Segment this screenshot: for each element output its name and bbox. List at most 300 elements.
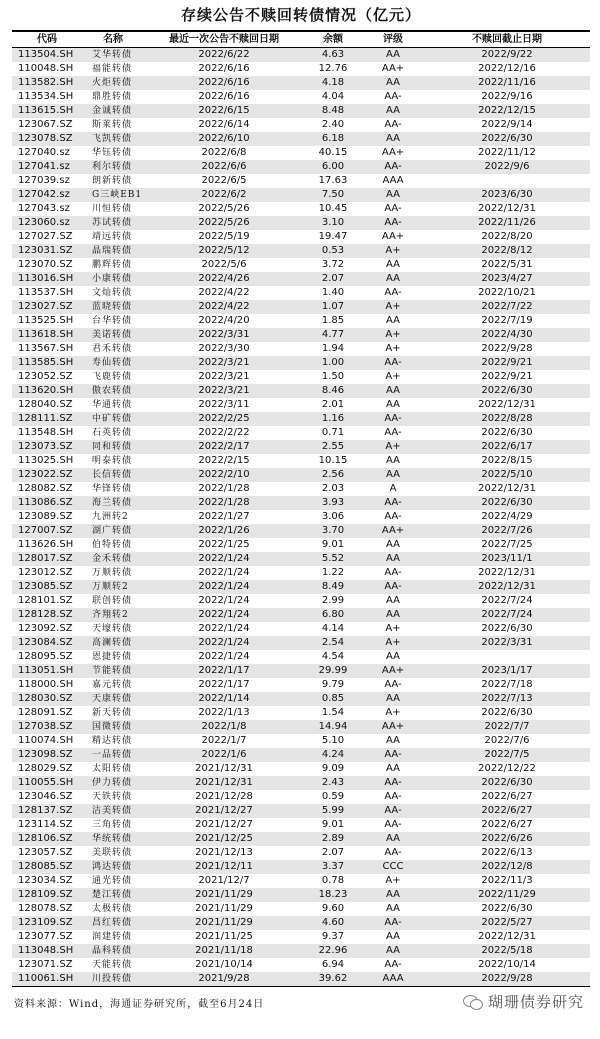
cell-code: 127043.sz (18, 203, 70, 214)
cell-rating: AA (386, 399, 400, 410)
cell-code: 113567.SH (18, 343, 74, 354)
cell-announce-date: 2022/1/28 (198, 483, 250, 494)
cell-code: 113086.SZ (12, 496, 82, 510)
cell-name: 金诚转债 (82, 104, 144, 118)
cell-rating: A+ (362, 440, 424, 454)
cell-code: 128095.SZ (18, 651, 73, 662)
cell-end-date: 2022/11/26 (424, 216, 590, 230)
cell-name: 高澜转债 (82, 636, 144, 650)
cell-name: 飞鹿转债 (92, 372, 133, 382)
cell-balance: 2.99 (321, 595, 345, 606)
cell-balance: 1.07 (304, 300, 362, 314)
cell-balance: 8.46 (304, 384, 362, 398)
cell-announce-date: 2021/11/29 (144, 888, 304, 902)
cell-end-date: 2022/12/31 (478, 483, 536, 494)
table-row (12, 244, 590, 258)
cell-name: 昌红转债 (82, 916, 144, 930)
table-row (12, 916, 590, 930)
cell-rating: AA- (384, 847, 402, 858)
cell-announce-date: 2022/1/24 (144, 552, 304, 566)
table-row (12, 118, 590, 132)
table-row (12, 62, 590, 76)
cell-rating: AA- (384, 287, 402, 298)
cell-rating: A+ (362, 328, 424, 342)
cell-name: 天能转债 (92, 960, 133, 970)
cell-end-date: 2022/7/7 (424, 720, 590, 734)
cell-code: 128106.SZ (12, 832, 82, 846)
cell-end-date: 2022/12/31 (478, 399, 536, 410)
cell-code: 127038.SZ (12, 720, 82, 734)
cell-rating: AA (362, 272, 424, 286)
cell-end-date: 2022/6/27 (424, 804, 590, 818)
cell-end-date: 2022/5/18 (424, 944, 590, 958)
cell-end-date: 2022/5/10 (424, 468, 590, 482)
cell-rating: AA (362, 48, 424, 63)
cell-end-date: 2022/7/19 (481, 315, 533, 326)
cell-name: 华锋转债 (92, 484, 133, 494)
cell-name: 恩捷转债 (92, 652, 133, 662)
cell-end-date: 2022/9/6 (424, 160, 590, 174)
table-row (12, 524, 590, 538)
cell-balance: 4.60 (304, 916, 362, 930)
cell-name: 联创转债 (92, 596, 133, 606)
cell-announce-date: 2022/1/27 (198, 511, 250, 522)
cell-rating: AA (386, 315, 400, 326)
cell-balance: 4.63 (304, 48, 362, 63)
cell-name: 精达转债 (92, 736, 133, 746)
cell-rating: AA (362, 608, 424, 622)
table-row (12, 286, 590, 300)
cell-announce-date: 2022/1/17 (144, 664, 304, 678)
cell-code: 123092.SZ (18, 623, 73, 634)
cell-announce-date: 2022/6/15 (144, 104, 304, 118)
cell-rating: AA- (362, 496, 424, 510)
cell-balance: 9.01 (321, 539, 345, 550)
table-row (12, 188, 590, 202)
cell-balance: 2.01 (321, 399, 345, 410)
cell-balance: 3.70 (304, 524, 362, 538)
cell-announce-date: 2022/3/31 (144, 328, 304, 342)
cell-code: 128082.SZ (18, 483, 73, 494)
cell-announce-date: 2022/2/17 (144, 440, 304, 454)
table-row (12, 412, 590, 426)
table-row (12, 762, 590, 776)
cell-announce-date: 2022/5/26 (144, 216, 304, 230)
table-row (12, 384, 590, 398)
cell-announce-date: 2021/11/29 (195, 903, 253, 914)
cell-code: 123012.SZ (18, 567, 73, 578)
cell-rating: A+ (385, 707, 401, 718)
cell-name: 鸿达转债 (82, 860, 144, 874)
cell-balance: 8.49 (304, 580, 362, 594)
cell-end-date: 2022/8/20 (481, 231, 533, 242)
col-header-balance: 余额 (304, 32, 362, 48)
cell-announce-date: 2022/5/19 (198, 231, 250, 242)
table-row (12, 454, 590, 468)
cell-announce-date: 2021/12/31 (144, 776, 304, 790)
cell-balance: 5.99 (304, 804, 362, 818)
watermark-text: 瑚珊债券研究 (487, 993, 584, 1011)
cell-name: 鼎胜转债 (92, 92, 133, 102)
cell-code: 128111.SZ (12, 412, 82, 426)
cell-rating: AA (386, 259, 400, 270)
cell-end-date: 2022/6/17 (424, 440, 590, 454)
table-row (12, 734, 590, 748)
cell-end-date: 2022/5/27 (424, 916, 590, 930)
cell-rating: AA (362, 188, 424, 202)
cell-rating: AAA (382, 175, 404, 186)
table-body (12, 48, 590, 987)
table-row (12, 636, 590, 650)
cell-rating: AA- (384, 119, 402, 130)
cell-rating: AA (386, 455, 400, 466)
table-header-row (12, 32, 590, 48)
cell-end-date: 2022/9/16 (481, 91, 533, 102)
cell-name: 太阳转债 (92, 764, 133, 774)
table-row (12, 160, 590, 174)
cell-announce-date: 2022/6/22 (144, 48, 304, 63)
cell-end-date: 2023/4/27 (424, 272, 590, 286)
cell-announce-date: 2022/1/24 (144, 580, 304, 594)
cell-rating: AA- (362, 804, 424, 818)
cell-rating: AA- (384, 959, 402, 970)
table-row (12, 566, 590, 580)
cell-name: 一品转债 (82, 748, 144, 762)
cell-end-date: 2022/12/31 (478, 931, 536, 942)
cell-rating: AA- (384, 91, 402, 102)
cell-balance: 2.55 (304, 440, 362, 454)
cell-rating: AA (386, 595, 400, 606)
cell-end-date: 2022/8/12 (424, 244, 590, 258)
cell-name: 节能转债 (82, 664, 144, 678)
cell-rating: AA- (362, 580, 424, 594)
cell-name: 美联转债 (92, 848, 133, 858)
cell-code: 123078.SZ (12, 132, 82, 146)
cell-name: 川恒转债 (92, 204, 133, 214)
cell-end-date: 2022/9/22 (424, 48, 590, 63)
cell-code: 123098.SZ (12, 748, 82, 762)
cell-code: 113585.SH (12, 356, 82, 370)
cell-code: 128128.SZ (12, 608, 82, 622)
cell-code: 128040.SZ (18, 399, 73, 410)
cell-name: 傲农转债 (82, 384, 144, 398)
report-table-figure (12, 0, 590, 1015)
table-row (12, 90, 590, 104)
table-row (12, 314, 590, 328)
cell-rating: AA (386, 931, 400, 942)
table-row (12, 622, 590, 636)
cell-announce-date: 2022/1/7 (201, 735, 247, 746)
table-row (12, 272, 590, 286)
cell-end-date: 2022/6/30 (424, 384, 590, 398)
cell-code: 128029.SZ (18, 763, 73, 774)
cell-balance: 2.54 (304, 636, 362, 650)
cell-end-date: 2022/6/30 (481, 707, 533, 718)
cell-rating: AA- (384, 819, 402, 830)
cell-code: 113051.SH (12, 664, 82, 678)
cell-balance: 9.79 (321, 679, 345, 690)
cell-end-date: 2022/6/30 (481, 903, 533, 914)
cell-name: 万顺转2 (82, 580, 144, 594)
cell-code: 123070.SZ (18, 259, 73, 270)
cell-end-date: 2022/4/30 (424, 328, 590, 342)
cell-code: 123084.SZ (12, 636, 82, 650)
cell-code: 113582.SH (12, 76, 82, 90)
cell-announce-date: 2022/3/21 (198, 371, 250, 382)
cell-rating: AA (386, 763, 400, 774)
table-row (12, 608, 590, 622)
cell-end-date: 2022/9/21 (481, 371, 533, 382)
cell-end-date: 2022/6/30 (424, 776, 590, 790)
cell-balance: 4.14 (321, 623, 345, 634)
cell-rating: AA- (384, 511, 402, 522)
table-row (12, 174, 590, 188)
bond-table (12, 32, 590, 987)
cell-rating: A+ (385, 875, 401, 886)
cell-announce-date: 2022/3/11 (198, 399, 250, 410)
cell-code: 128109.SZ (12, 888, 82, 902)
cell-balance: 3.72 (321, 259, 345, 270)
cell-end-date: 2022/6/30 (481, 427, 533, 438)
source-note: 资料来源：Wind，海通证券研究所，截至6月24日 (14, 999, 265, 1010)
table-row (12, 580, 590, 594)
cell-code: 123034.SZ (18, 875, 73, 886)
cell-balance: 8.48 (304, 104, 362, 118)
table-row (12, 958, 590, 972)
cell-end-date: 2022/9/28 (481, 343, 533, 354)
cell-name: 天康转债 (82, 692, 144, 706)
table-row (12, 692, 590, 706)
cell-name: 石英转债 (92, 428, 133, 438)
cell-rating: AA (362, 888, 424, 902)
cell-announce-date: 2022/4/22 (198, 287, 250, 298)
cell-announce-date: 2022/1/25 (198, 539, 250, 550)
table-row (12, 510, 590, 524)
cell-code: 128101.SZ (18, 595, 73, 606)
cell-code: 113618.SH (12, 328, 82, 342)
cell-rating: AA- (362, 748, 424, 762)
table-row (12, 230, 590, 244)
cell-rating: A+ (362, 300, 424, 314)
cell-name: 洁美转债 (82, 804, 144, 818)
cell-rating: AAA (362, 972, 424, 987)
table-row (12, 706, 590, 720)
cell-code: 123027.SZ (12, 300, 82, 314)
cell-balance: 4.54 (321, 651, 345, 662)
cell-balance: 6.94 (321, 959, 345, 970)
cell-name: 新天转债 (92, 708, 133, 718)
cell-end-date: 2022/12/31 (424, 580, 590, 594)
cell-end-date: 2022/8/15 (481, 455, 533, 466)
cell-code: 113525.SH (18, 315, 74, 326)
cell-balance: 7.50 (304, 188, 362, 202)
cell-end-date: 2022/12/16 (478, 63, 536, 74)
cell-balance: 1.50 (321, 371, 345, 382)
cell-announce-date: 2021/12/25 (144, 832, 304, 846)
cell-rating: AA (362, 944, 424, 958)
cell-balance: 4.24 (304, 748, 362, 762)
table-row (12, 818, 590, 832)
cell-announce-date: 2022/6/10 (144, 132, 304, 146)
cell-rating: AA+ (381, 63, 405, 74)
cell-name: 明泰转债 (92, 456, 133, 466)
wechat-icon (463, 994, 483, 1010)
cell-name: 中矿转债 (82, 412, 144, 426)
cell-rating: AA (386, 903, 400, 914)
cell-balance: 1.40 (321, 287, 345, 298)
cell-code: 128017.SZ (12, 552, 82, 566)
table-row (12, 902, 590, 916)
cell-rating: AA- (362, 160, 424, 174)
cell-rating: AA (362, 76, 424, 90)
cell-balance: 2.56 (304, 468, 362, 482)
cell-code: 123060.sz (12, 216, 82, 230)
cell-announce-date: 2022/6/16 (198, 91, 250, 102)
table-row (12, 678, 590, 692)
cell-announce-date: 2021/12/11 (144, 860, 304, 874)
cell-rating: A (389, 483, 397, 494)
cell-name: 火炬转债 (82, 76, 144, 90)
cell-code: 127042.sz (12, 188, 82, 202)
table-row (12, 748, 590, 762)
cell-end-date: 2023/1/17 (424, 664, 590, 678)
cell-balance: 4.04 (321, 91, 345, 102)
cell-code: 113016.SH (12, 272, 82, 286)
cell-end-date: 2022/12/22 (478, 763, 536, 774)
cell-rating: AA- (384, 679, 402, 690)
cell-balance: 0.53 (304, 244, 362, 258)
cell-end-date: 2022/12/8 (424, 860, 590, 874)
cell-announce-date: 2022/5/6 (201, 259, 247, 270)
cell-announce-date: 2021/12/27 (144, 804, 304, 818)
cell-announce-date: 2022/1/8 (144, 720, 304, 734)
cell-end-date: 2022/10/14 (478, 959, 536, 970)
cell-announce-date: 2022/1/28 (144, 496, 304, 510)
table-row (12, 944, 590, 958)
cell-announce-date: 2021/12/31 (195, 763, 253, 774)
cell-code: 128137.SZ (12, 804, 82, 818)
cell-code: 113548.SH (18, 427, 74, 438)
cell-announce-date: 2022/1/24 (144, 636, 304, 650)
cell-balance: 6.80 (304, 608, 362, 622)
cell-rating: AA- (384, 427, 402, 438)
cell-end-date: 2022/6/26 (424, 832, 590, 846)
cell-code: 123114.SZ (18, 819, 73, 830)
table-row (12, 440, 590, 454)
cell-balance: 9.37 (321, 931, 345, 942)
cell-end-date: 2022/9/14 (481, 119, 533, 130)
cell-balance: 19.47 (318, 231, 348, 242)
cell-code: 123073.SZ (12, 440, 82, 454)
cell-end-date: 2022/7/24 (424, 608, 590, 622)
cell-name: 同和转债 (82, 440, 144, 454)
cell-end-date (424, 174, 590, 188)
cell-code: 128078.SZ (18, 903, 73, 914)
cell-name: 苏试转债 (82, 216, 144, 230)
cell-code: 127027.SZ (18, 231, 73, 242)
cell-announce-date: 2022/6/16 (198, 63, 250, 74)
cell-end-date: 2023/6/30 (424, 188, 590, 202)
footer (12, 987, 590, 1015)
cell-announce-date: 2022/1/26 (144, 524, 304, 538)
cell-name: 国微转债 (82, 720, 144, 734)
cell-name: 台华转债 (92, 316, 133, 326)
cell-code: 127007.SZ (12, 524, 82, 538)
cell-balance: 6.00 (304, 160, 362, 174)
cell-name: 朗新转债 (92, 176, 133, 186)
cell-end-date: 2022/11/29 (424, 888, 590, 902)
cell-end-date: 2022/12/15 (424, 104, 590, 118)
cell-rating: AA- (362, 916, 424, 930)
cell-name: 文灿转债 (92, 288, 133, 298)
table-row (12, 846, 590, 860)
cell-name: 伊力转债 (82, 776, 144, 790)
cell-announce-date: 2022/2/15 (198, 455, 250, 466)
cell-announce-date: 2021/12/13 (195, 847, 253, 858)
cell-end-date: 2022/3/31 (424, 636, 590, 650)
cell-name: 太极转债 (92, 904, 133, 914)
cell-announce-date: 2022/1/24 (198, 651, 250, 662)
table-row (12, 202, 590, 216)
cell-code: 123046.SZ (18, 791, 73, 802)
cell-announce-date: 2021/12/27 (195, 819, 253, 830)
table-row (12, 930, 590, 944)
cell-balance: 5.10 (321, 735, 345, 746)
cell-end-date: 2022/4/29 (481, 511, 533, 522)
cell-balance: 0.71 (321, 427, 345, 438)
cell-balance: 1.16 (304, 412, 362, 426)
cell-code: 113025.SH (18, 455, 74, 466)
cell-rating: A+ (385, 371, 401, 382)
cell-name: 华通转债 (92, 400, 133, 410)
cell-announce-date: 2022/2/25 (144, 412, 304, 426)
cell-name: 斯莱转债 (92, 120, 133, 130)
table-row (12, 132, 590, 146)
table-row (12, 300, 590, 314)
cell-announce-date: 2022/6/8 (201, 147, 247, 158)
cell-rating: AA- (384, 567, 402, 578)
cell-code: 123022.SZ (12, 468, 82, 482)
cell-code: 123067.SZ (18, 119, 73, 130)
cell-announce-date: 2021/11/18 (144, 944, 304, 958)
cell-rating: AA (362, 384, 424, 398)
col-header-announce-date: 最近一次公告不赎回日期 (144, 32, 304, 48)
cell-name: G三峡EB1 (82, 188, 144, 202)
cell-code: 123077.SZ (18, 931, 73, 942)
table-row (12, 888, 590, 902)
col-header-rating: 评级 (362, 32, 424, 48)
cell-code: 123085.SZ (12, 580, 82, 594)
cell-balance: 4.77 (304, 328, 362, 342)
cell-code: 127041.sz (12, 160, 82, 174)
cell-code: 128030.SZ (12, 692, 82, 706)
cell-end-date: 2022/8/28 (424, 412, 590, 426)
cell-announce-date: 2022/2/22 (198, 427, 250, 438)
table-row (12, 496, 590, 510)
cell-rating: AA- (384, 791, 402, 802)
cell-announce-date: 2022/6/16 (144, 76, 304, 90)
table-row (12, 370, 590, 384)
cell-rating: A+ (362, 636, 424, 650)
table-row (12, 664, 590, 678)
table-row (12, 790, 590, 804)
cell-balance: 2.07 (304, 272, 362, 286)
cell-name: 晶科转债 (82, 944, 144, 958)
cell-code: 123052.SZ (18, 371, 73, 382)
cell-rating: AA+ (381, 231, 405, 242)
cell-end-date: 2022/7/6 (484, 735, 530, 746)
cell-end-date: 2022/9/21 (424, 356, 590, 370)
